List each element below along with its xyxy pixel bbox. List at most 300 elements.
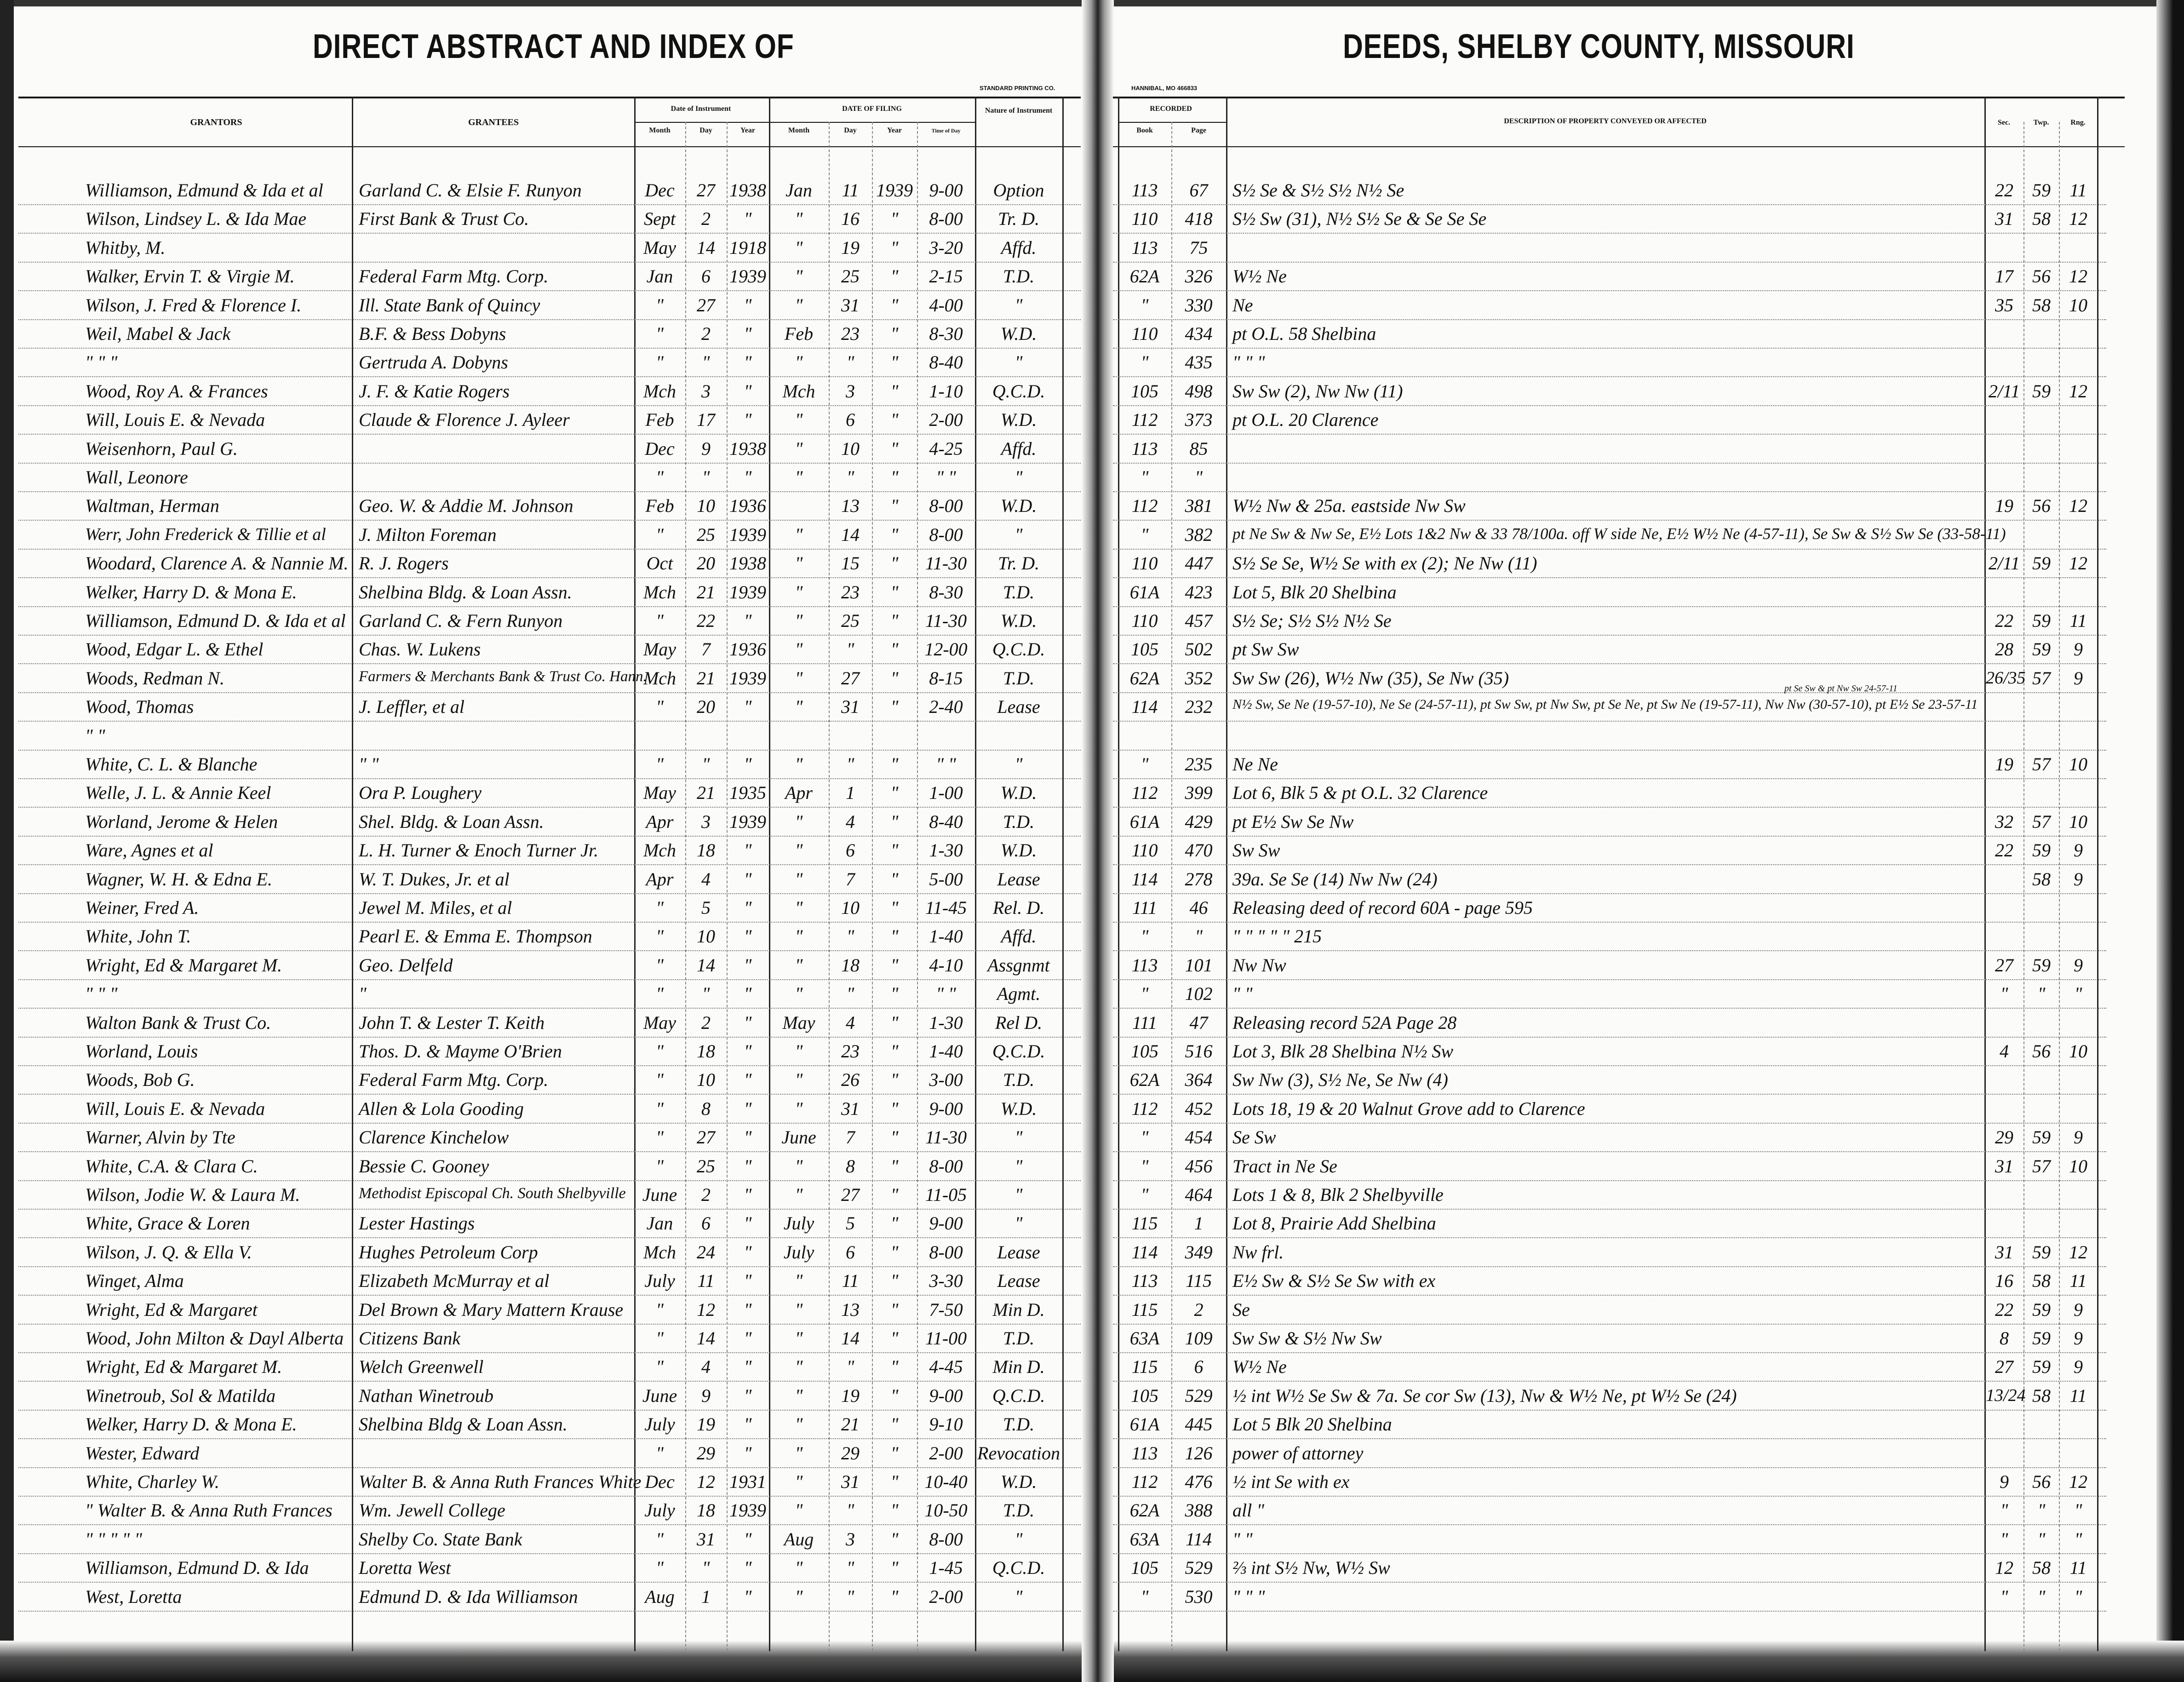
cell-grantee: Loretta West <box>359 1557 451 1578</box>
cell-sec: 26/35 <box>1986 668 2026 688</box>
cell-book: " <box>1141 1184 1149 1205</box>
row-rule <box>18 1381 1081 1382</box>
cell-twp: 56 <box>2032 1041 2051 1062</box>
cell-nature: W.D. <box>1000 840 1037 861</box>
cell-book: 113 <box>1131 438 1158 459</box>
cell-grantor: Williamson, Edmund & Ida et al <box>85 180 323 201</box>
cell-grantee: Geo. Delfeld <box>359 955 453 976</box>
cell-fm: " <box>795 1184 803 1205</box>
cell-grantor: " " " <box>85 352 118 373</box>
cell-desc: E½ Sw & S½ Se Sw with ex <box>1232 1270 1436 1291</box>
cell-fy: " <box>890 696 899 717</box>
cell-iy: " <box>744 1586 752 1607</box>
cell-nature: Affd. <box>1001 926 1037 947</box>
cell-fd: 16 <box>841 208 860 229</box>
cell-desc: W½ Ne <box>1232 266 1287 287</box>
row-rule <box>18 606 1081 607</box>
cell-fd: 3 <box>846 381 855 402</box>
cell-fy: " <box>890 524 899 545</box>
row-rule <box>1113 434 2106 435</box>
cell-fy: " <box>890 926 899 947</box>
cell-im: June <box>642 1385 677 1406</box>
cell-desc: Lots 18, 19 & 20 Walnut Grove add to Clarence <box>1232 1098 1585 1119</box>
cell-grantee: " <box>359 983 367 1004</box>
cell-nature: T.D. <box>1003 1069 1035 1090</box>
cell-nature: Tr. D. <box>997 208 1040 229</box>
cell-page: 67 <box>1189 180 1208 201</box>
cell-iy: " <box>744 1069 752 1090</box>
cell-book: 112 <box>1131 409 1158 430</box>
row-rule <box>18 1237 1081 1238</box>
row-rule <box>18 577 1081 578</box>
row-rule <box>18 434 1081 435</box>
cell-im: " <box>656 323 664 344</box>
cell-sec: " <box>2000 1529 2008 1550</box>
cell-id: 1 <box>701 1586 711 1607</box>
cell-time: 8-30 <box>929 323 963 344</box>
cell-nature: T.D. <box>1003 1500 1035 1521</box>
cell-sec: " <box>2000 1500 2008 1521</box>
cell-id: " <box>702 754 710 775</box>
cell-fm: " <box>795 1156 803 1177</box>
cell-fy: " <box>890 1012 899 1033</box>
cell-time: 1-00 <box>929 782 963 803</box>
cell-grantee: Edmund D. & Ida Williamson <box>359 1586 578 1607</box>
cell-fy: " <box>890 266 899 287</box>
header-recorded: RECORDED <box>1150 105 1192 113</box>
row-rule <box>18 1524 1081 1525</box>
cell-iy: " <box>744 1012 752 1033</box>
cell-nature: Affd. <box>1001 237 1037 258</box>
cell-im: " <box>656 1557 664 1578</box>
cell-grantor: West, Loretta <box>85 1586 182 1607</box>
cell-iy: " <box>744 1385 752 1406</box>
cell-id: 10 <box>697 495 715 516</box>
cell-grantor: Will, Louis E. & Nevada <box>85 1098 265 1119</box>
cell-im: May <box>643 1012 676 1033</box>
cell-fm: " <box>795 1069 803 1090</box>
cell-book: 62A <box>1129 1500 1160 1521</box>
cell-iy: " <box>744 1184 752 1205</box>
cell-time: 8-30 <box>929 582 963 603</box>
cell-grantor: Ware, Agnes et al <box>85 840 213 861</box>
cell-book: 113 <box>1131 180 1158 201</box>
cell-twp: 57 <box>2032 811 2051 832</box>
cell-twp: " <box>2037 1500 2046 1521</box>
cell-grantor: Wood, John Milton & Dayl Alberta <box>85 1328 344 1349</box>
cell-fd: " <box>846 983 854 1004</box>
cell-im: Dec <box>645 438 675 459</box>
cell-book: 115 <box>1131 1213 1158 1234</box>
cell-page: 382 <box>1185 524 1213 545</box>
cell-page: 381 <box>1185 495 1213 516</box>
cell-rng: 12 <box>2069 495 2087 516</box>
cell-twp: 59 <box>2032 955 2051 976</box>
cell-twp: 59 <box>2032 840 2051 861</box>
row-rule <box>18 950 1081 951</box>
cell-iy: " <box>744 926 752 947</box>
cell-fm: " <box>795 352 803 373</box>
cell-im: " <box>656 295 664 316</box>
cell-sec: 28 <box>1995 639 2013 660</box>
cell-note: pt Se Sw & pt Nw Sw 24-57-11 <box>1784 683 1897 694</box>
row-rule <box>18 663 1081 664</box>
cell-time: 8-00 <box>929 1242 963 1263</box>
cell-time: 8-00 <box>929 495 963 516</box>
cell-grantor: Whitby, M. <box>85 237 166 258</box>
column-rule-dotted <box>685 122 686 1651</box>
cell-grantor: " " <box>85 725 105 746</box>
cell-fm: July <box>783 1242 814 1263</box>
cell-page: 476 <box>1185 1471 1213 1492</box>
cell-grantor: Wagner, W. H. & Edna E. <box>85 869 273 890</box>
cell-fd: 19 <box>841 237 860 258</box>
cell-fd: 1 <box>846 782 855 803</box>
cell-grantee: Welch Greenwell <box>359 1356 484 1377</box>
cell-fd: 5 <box>846 1213 855 1234</box>
cell-nature: " <box>1015 1156 1023 1177</box>
cell-time: 11-05 <box>925 1184 967 1205</box>
cell-nature: T.D. <box>1003 266 1035 287</box>
cell-grantor: Walton Bank & Trust Co. <box>85 1012 271 1033</box>
cell-fm: " <box>795 295 803 316</box>
row-rule <box>18 376 1081 377</box>
cell-fm: Mch <box>782 381 815 402</box>
cell-time: 2-15 <box>929 266 963 287</box>
cell-sec: 22 <box>1995 610 2013 631</box>
cell-twp: 59 <box>2032 553 2051 574</box>
cell-iy: " <box>744 1242 752 1263</box>
cell-nature: Min D. <box>992 1299 1045 1320</box>
cell-rng: 12 <box>2069 1242 2087 1263</box>
cell-fd: " <box>846 1586 854 1607</box>
cell-nature: Q.C.D. <box>992 381 1045 402</box>
cell-grantor: Winetroub, Sol & Matilda <box>85 1385 276 1406</box>
cell-desc: ½ int W½ Se Sw & 7a. Se cor Sw (13), Nw & W½ Ne, pt W½ Se (24) <box>1232 1385 1737 1406</box>
cell-rng: 9 <box>2074 869 2083 890</box>
cell-im: " <box>656 1299 664 1320</box>
cell-fm: " <box>795 1414 803 1435</box>
cell-fd: 11 <box>842 180 859 201</box>
cell-book: 111 <box>1132 1012 1158 1033</box>
cell-im: Oct <box>646 553 673 574</box>
cell-fd: " <box>846 1500 854 1521</box>
row-rule <box>18 721 1081 722</box>
cell-nature: Lease <box>997 1242 1040 1263</box>
row-rule <box>1113 750 2106 751</box>
cell-fd: 14 <box>841 1328 860 1349</box>
cell-sec: 17 <box>1995 266 2013 287</box>
row-rule <box>1113 1582 2106 1583</box>
cell-twp: 59 <box>2032 1356 2051 1377</box>
row-rule <box>1113 376 2106 377</box>
cell-iy: 1939 <box>729 266 766 287</box>
cell-iy: " <box>744 1328 752 1349</box>
cell-twp: 58 <box>2032 1270 2051 1291</box>
cell-page: 278 <box>1185 869 1213 890</box>
cell-fm: " <box>795 237 803 258</box>
cell-fm: " <box>795 840 803 861</box>
cell-id: 29 <box>697 1443 715 1464</box>
cell-time: 3-00 <box>929 1069 963 1090</box>
cell-book: " <box>1141 1586 1149 1607</box>
cell-fm: " <box>795 1586 803 1607</box>
cell-desc: 39a. Se Se (14) Nw Nw (24) <box>1232 869 1438 890</box>
row-rule <box>1113 1008 2106 1009</box>
cell-grantee: Pearl E. & Emma E. Thompson <box>359 926 592 947</box>
cell-page: 373 <box>1185 409 1213 430</box>
cell-book: " <box>1141 1127 1149 1148</box>
cell-im: " <box>656 1529 664 1550</box>
cell-im: " <box>656 524 664 545</box>
cell-grantor: Will, Louis E. & Nevada <box>85 409 265 430</box>
cell-fm: " <box>795 1041 803 1062</box>
cell-im: " <box>656 926 664 947</box>
cell-id: 18 <box>697 1500 715 1521</box>
cell-fd: 29 <box>841 1443 860 1464</box>
cell-page: 498 <box>1185 381 1213 402</box>
cell-nature: Agmt. <box>997 983 1041 1004</box>
cell-grantor: Williamson, Edmund D. & Ida <box>85 1557 309 1578</box>
cell-desc: pt E½ Sw Se Nw <box>1232 811 1354 832</box>
cell-fm: " <box>795 983 803 1004</box>
cell-fy: " <box>890 495 899 516</box>
cell-desc: Tract in Ne Se <box>1232 1156 1337 1177</box>
cell-fd: 27 <box>841 668 860 689</box>
cell-im: May <box>643 782 676 803</box>
row-rule <box>18 1209 1081 1210</box>
row-rule <box>1113 1524 2106 1525</box>
cell-page: " <box>1195 467 1203 488</box>
row-rule <box>1113 463 2106 464</box>
cell-rng: 9 <box>2074 639 2083 660</box>
cell-book: 110 <box>1131 208 1158 229</box>
cell-book: " <box>1141 754 1149 775</box>
row-rule <box>1113 836 2106 837</box>
cell-desc: Se <box>1232 1299 1250 1320</box>
cell-grantee: John T. & Lester T. Keith <box>359 1012 545 1033</box>
cell-fd: 31 <box>841 696 860 717</box>
row-rule <box>1113 1065 2106 1066</box>
cell-fy: " <box>890 1041 899 1062</box>
row-rule <box>1113 233 2106 234</box>
row-rule <box>18 1123 1081 1124</box>
cell-desc: Nw Nw <box>1232 955 1286 976</box>
cell-book: 112 <box>1131 782 1158 803</box>
cell-book: 110 <box>1131 553 1158 574</box>
cell-rng: 11 <box>2069 1385 2087 1406</box>
cell-fy: " <box>890 869 899 890</box>
cell-fy: " <box>890 381 899 402</box>
cell-nature: Q.C.D. <box>992 1557 1045 1578</box>
cell-fm: " <box>795 1557 803 1578</box>
cell-fd: 31 <box>841 1471 860 1492</box>
cell-desc: S½ Sw (31), N½ S½ Se & Se Se Se <box>1232 208 1487 229</box>
cell-time: 8-00 <box>929 1529 963 1550</box>
cell-im: " <box>656 1098 664 1119</box>
cell-im: " <box>656 955 664 976</box>
cell-nature: W.D. <box>1000 782 1037 803</box>
cell-book: 111 <box>1132 897 1158 918</box>
cell-id: 14 <box>697 1328 715 1349</box>
cell-desc: Releasing deed of record 60A - page 595 <box>1232 897 1533 918</box>
cell-book: " <box>1141 352 1149 373</box>
cell-time: 7-50 <box>929 1299 963 1320</box>
cell-grantor: Woods, Redman N. <box>85 668 224 689</box>
cell-nature: T.D. <box>1003 811 1035 832</box>
cell-iy: " <box>744 1270 752 1291</box>
cell-grantor: " Walter B. & Anna Ruth Frances <box>85 1500 332 1521</box>
cell-book: 114 <box>1131 1242 1158 1263</box>
cell-fd: 3 <box>846 1529 855 1550</box>
cell-fd: 25 <box>841 610 860 631</box>
row-rule <box>18 204 1081 205</box>
cell-im: Apr <box>646 869 674 890</box>
cell-im: Dec <box>645 1471 675 1492</box>
row-rule <box>1113 922 2106 923</box>
cell-fm: " <box>795 467 803 488</box>
cell-time: " " <box>936 467 956 488</box>
cell-page: 456 <box>1185 1156 1213 1177</box>
cell-fd: 15 <box>841 553 860 574</box>
cell-desc: Lot 5, Blk 20 Shelbina <box>1232 582 1397 603</box>
cell-sec: 31 <box>1995 1156 2013 1177</box>
cell-nature: " <box>1015 524 1023 545</box>
cell-sec: 19 <box>1995 754 2013 775</box>
cell-grantor: Wilson, Jodie W. & Laura M. <box>85 1184 300 1205</box>
cell-fy: " <box>890 1529 899 1550</box>
page-title-left: DIRECT ABSTRACT AND INDEX OF <box>313 27 794 65</box>
cell-time: 1-40 <box>929 926 963 947</box>
cell-fy: " <box>890 409 899 430</box>
cell-time: 8-40 <box>929 352 963 373</box>
cell-fd: 13 <box>841 1299 860 1320</box>
cell-twp: 59 <box>2032 1299 2051 1320</box>
cell-time: 1-30 <box>929 840 963 861</box>
cell-rng: 10 <box>2069 811 2087 832</box>
cell-grantor: White, C.A. & Clara C. <box>85 1156 258 1177</box>
cell-fd: 6 <box>846 1242 855 1263</box>
cell-id: 22 <box>697 610 715 631</box>
cell-time: 8-00 <box>929 208 963 229</box>
cell-fy: " <box>890 1500 899 1521</box>
column-rule <box>352 97 353 1651</box>
row-rule <box>1113 1209 2106 1210</box>
cell-grantor: Worland, Louis <box>85 1041 198 1062</box>
cell-book: " <box>1141 295 1149 316</box>
cell-iy: " <box>744 323 752 344</box>
cell-fy: " <box>890 1328 899 1349</box>
cell-grantor: Wilson, J. Q. & Ella V. <box>85 1242 252 1263</box>
cell-desc: pt O.L. 58 Shelbina <box>1232 323 1376 344</box>
cell-rng: 9 <box>2074 1299 2083 1320</box>
cell-fm: " <box>795 1299 803 1320</box>
header-inst-month: Month <box>649 126 671 134</box>
cell-grantor: White, John T. <box>85 926 191 947</box>
cell-im: Jan <box>646 266 673 287</box>
cell-time: 8-00 <box>929 524 963 545</box>
cell-rng: 12 <box>2069 381 2087 402</box>
row-rule <box>1113 405 2106 406</box>
row-rule <box>18 750 1081 751</box>
cell-fy: " <box>890 1557 899 1578</box>
cell-fm: June <box>781 1127 816 1148</box>
cell-sec: 27 <box>1995 955 2013 976</box>
cell-id: 2 <box>701 323 711 344</box>
row-rule <box>1113 1438 2106 1439</box>
row-rule <box>1113 1611 2106 1612</box>
cell-fm: " <box>795 208 803 229</box>
cell-fm: " <box>795 897 803 918</box>
cell-im: Mch <box>643 840 676 861</box>
cell-grantor: Wright, Ed & Margaret M. <box>85 955 282 976</box>
cell-id: 4 <box>701 869 711 890</box>
row-rule <box>1113 204 2106 205</box>
cell-fm: May <box>782 1012 815 1033</box>
cell-grantor: Walker, Ervin T. & Virgie M. <box>85 266 295 287</box>
cell-fy: " <box>890 295 899 316</box>
cell-grantee: Walter B. & Anna Ruth Frances White <box>359 1471 642 1492</box>
column-rule-dotted <box>2059 122 2060 1651</box>
cell-rng: 9 <box>2074 668 2083 689</box>
cell-book: " <box>1141 524 1149 545</box>
row-rule <box>1113 520 2106 521</box>
cell-book: 113 <box>1131 955 1158 976</box>
cell-time: 9-10 <box>929 1414 963 1435</box>
row-rule <box>1113 950 2106 951</box>
row-rule <box>18 1467 1081 1468</box>
cell-im: Feb <box>645 495 674 516</box>
cell-fm: " <box>795 438 803 459</box>
cell-twp: 56 <box>2032 495 2051 516</box>
header-sec: Sec. <box>1997 119 2011 126</box>
cell-page: 454 <box>1185 1127 1213 1148</box>
cell-fm: " <box>795 524 803 545</box>
cell-grantor: Welker, Harry D. & Mona E. <box>85 582 297 603</box>
cell-time: 2-40 <box>929 696 963 717</box>
cell-book: 62A <box>1129 668 1160 689</box>
cell-im: Aug <box>645 1586 675 1607</box>
cell-time: 9-00 <box>929 180 963 201</box>
cell-time: 2-00 <box>929 1586 963 1607</box>
cell-sec: 2/11 <box>1988 381 2020 402</box>
cell-time: 1-30 <box>929 1012 963 1033</box>
cell-grantor: White, Grace & Loren <box>85 1213 250 1234</box>
cell-grantor: Wright, Ed & Margaret M. <box>85 1356 282 1377</box>
row-rule <box>18 290 1081 291</box>
cell-iy: " <box>744 409 752 430</box>
cell-page: 1 <box>1194 1213 1204 1234</box>
cell-rng: 10 <box>2069 295 2087 316</box>
cell-nature: Lease <box>997 869 1040 890</box>
cell-rng: 10 <box>2069 1156 2087 1177</box>
cell-grantor: Wood, Roy A. & Frances <box>85 381 268 402</box>
row-rule <box>18 262 1081 263</box>
cell-desc: W½ Nw & 25a. eastside Nw Sw <box>1232 495 1466 516</box>
cell-iy: " <box>744 696 752 717</box>
cell-id: 12 <box>697 1299 715 1320</box>
cell-twp: 59 <box>2032 1328 2051 1349</box>
cell-grantee: Garland C. & Fern Runyon <box>359 610 563 631</box>
cell-fd: " <box>846 467 854 488</box>
row-rule <box>1113 1123 2106 1124</box>
cell-iy: " <box>744 1299 752 1320</box>
cell-page: 529 <box>1185 1557 1213 1578</box>
cell-id: 2 <box>701 208 711 229</box>
cell-fy: " <box>890 1414 899 1435</box>
cell-iy: 1939 <box>729 524 766 545</box>
cell-grantor: Williamson, Edmund D. & Ida et al <box>85 610 346 631</box>
